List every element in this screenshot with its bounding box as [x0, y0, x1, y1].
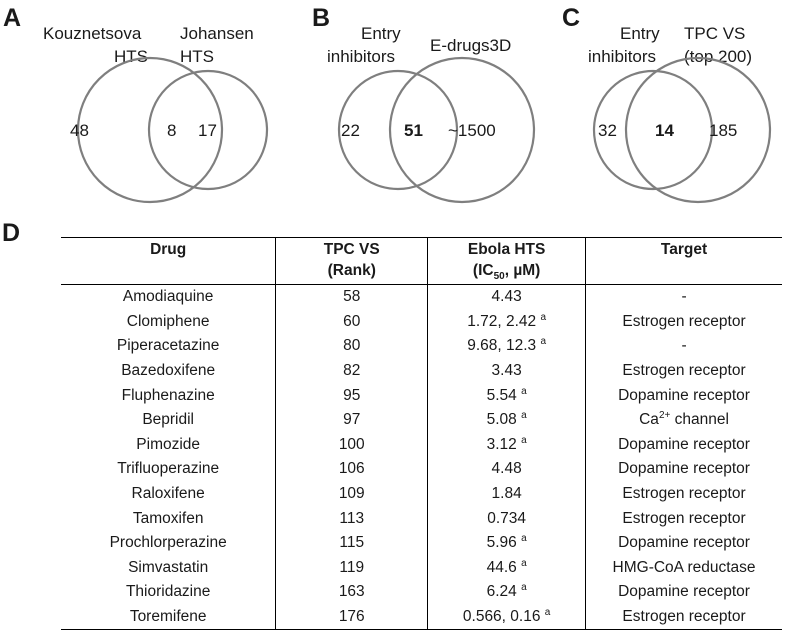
target-cell: Estrogen receptor	[586, 359, 782, 384]
ic50-value: 5.96	[486, 534, 517, 552]
footnote-marker: a	[521, 434, 527, 446]
ic50-value: 5.54	[486, 386, 517, 404]
rank-cell: 106	[276, 457, 428, 482]
target-cell: -	[586, 285, 782, 310]
rank-cell: 163	[276, 580, 428, 605]
table-row	[61, 334, 782, 359]
table-row	[61, 310, 782, 335]
ic50-cell	[428, 285, 586, 310]
ic50-value: 5.08	[486, 411, 517, 429]
ic50-value: 4.43	[491, 288, 522, 306]
rank-cell: 115	[276, 531, 428, 556]
venn-diagrams	[0, 0, 790, 230]
drug-name-cell: Pimozide	[136, 435, 201, 453]
count-a-overlap: 8	[167, 121, 177, 140]
drug-name-cell: Raloxifene	[131, 485, 205, 503]
count-b-overlap: 51	[404, 121, 423, 140]
header-drug	[61, 238, 276, 285]
ic50-cell	[428, 383, 586, 408]
drug-name-cell: Thioridazine	[125, 583, 211, 601]
target-cell: Estrogen receptor	[586, 506, 782, 531]
footnote-marker: a	[544, 606, 551, 618]
drug-name-cell: Amodiaquine	[122, 288, 214, 306]
drug-name-cell: Prochlorperazine	[109, 534, 227, 552]
drug-name-cell: Piperacetazine	[116, 337, 220, 355]
table-row	[61, 605, 782, 630]
ic50-cell	[428, 433, 586, 458]
header-ic50-line1: Ebola HTS	[467, 241, 546, 258]
drug-name-cell: Toremifene	[129, 608, 207, 626]
footnote-marker: a	[521, 557, 527, 569]
footnote-marker: a	[540, 311, 547, 323]
ic50-cell	[428, 334, 586, 359]
set-label-edrugs3d: E-drugs3D	[430, 36, 512, 55]
set-label-kouznetsova-hts: HTS	[114, 47, 148, 66]
ic50-cell	[428, 482, 586, 507]
venn-panel-b	[312, 4, 534, 202]
ic50-value: 0.734	[487, 509, 527, 527]
target-cell: Dopamine receptor	[586, 580, 782, 605]
ic50-cell	[428, 580, 586, 605]
venn-panel-c	[562, 4, 770, 202]
panel-letter-d: D	[2, 219, 21, 247]
ic50-cell	[428, 457, 586, 482]
table-row	[61, 482, 782, 507]
set-label-entry: Entry	[361, 24, 401, 43]
rank-cell: 109	[276, 482, 428, 507]
header-drug-label: Drug	[150, 241, 187, 258]
drug-name-cell: Simvastatin	[128, 558, 209, 576]
target-cell: Dopamine receptor	[586, 531, 782, 556]
ic50-value: 0.566, 0.16	[462, 608, 541, 626]
ic50-cell	[428, 556, 586, 581]
table-row	[61, 433, 782, 458]
rank-cell: 97	[276, 408, 428, 433]
ic50-value: 44.6	[486, 558, 517, 576]
table-body	[61, 285, 782, 630]
ic50-value: 9.68, 12.3	[467, 337, 537, 355]
target-superscript: 2+	[658, 410, 671, 422]
set-label-tpc-vs: TPC VS	[684, 24, 746, 43]
rank-cell: 100	[276, 433, 428, 458]
header-rank	[276, 238, 428, 285]
set-label-inhibitors: inhibitors	[327, 47, 396, 66]
ic50-cell	[428, 310, 586, 335]
target-cell: Dopamine receptor	[586, 383, 782, 408]
footnote-marker: a	[521, 533, 527, 545]
header-target	[586, 238, 782, 285]
target-cell	[586, 408, 782, 433]
set-label-johansen: Johansen	[180, 24, 254, 43]
target-cell: Dopamine receptor	[586, 433, 782, 458]
set-label-c-inhibitors: inhibitors	[588, 47, 657, 66]
rank-cell: 119	[276, 556, 428, 581]
header-ic50-suffix: , µM)	[504, 262, 541, 279]
count-a-left-only: 48	[70, 121, 89, 140]
rank-cell: 60	[276, 310, 428, 335]
drug-name-cell: Trifluoperazine	[117, 460, 220, 478]
header-ic50	[428, 238, 586, 285]
footnote-marker: a	[521, 410, 527, 422]
table-row	[61, 457, 782, 482]
target-cell: Estrogen receptor	[586, 482, 782, 507]
target-base: Ca	[639, 411, 659, 429]
set-label-kouznetsova: Kouznetsova	[43, 24, 142, 43]
count-c-right-only: 185	[709, 121, 738, 140]
ic50-value: 3.43	[491, 362, 522, 380]
table-row	[61, 383, 782, 408]
footnote-marker: a	[540, 336, 547, 348]
rank-cell: 80	[276, 334, 428, 359]
ic50-value: 1.84	[491, 485, 522, 503]
rank-cell: 113	[276, 506, 428, 531]
header-ic50-prefix: (IC	[472, 262, 494, 279]
header-ic50-subscript: 50	[493, 271, 505, 283]
table-row	[61, 408, 782, 433]
count-a-right-only: 17	[198, 121, 217, 140]
ic50-cell	[428, 506, 586, 531]
table-row	[61, 531, 782, 556]
table-row	[61, 506, 782, 531]
ic50-value: 4.48	[491, 460, 522, 478]
ic50-value: 1.72, 2.42	[467, 312, 537, 330]
venn-panel-a	[3, 4, 267, 202]
target-cell: -	[586, 334, 782, 359]
panel-letter-b: B	[312, 4, 331, 32]
table-row	[61, 359, 782, 384]
target-cell: HMG-CoA reductase	[586, 556, 782, 581]
count-c-left-only: 32	[598, 121, 617, 140]
ic50-cell	[428, 359, 586, 384]
ic50-value: 3.12	[486, 435, 517, 453]
drug-table	[61, 237, 782, 630]
panel-letter-a: A	[3, 4, 22, 32]
rank-cell: 82	[276, 359, 428, 384]
set-label-johansen-hts: HTS	[180, 47, 214, 66]
set-label-top-200: (top 200)	[684, 47, 753, 66]
table-row	[61, 556, 782, 581]
table-header-row	[61, 238, 782, 285]
drug-name-cell: Tamoxifen	[132, 509, 204, 527]
venn-circle-tpc-vs	[626, 58, 770, 202]
target-cell: Dopamine receptor	[586, 457, 782, 482]
rank-cell: 95	[276, 383, 428, 408]
ic50-cell	[428, 531, 586, 556]
header-target-label: Target	[660, 241, 708, 258]
header-rank-line2: (Rank)	[327, 262, 376, 279]
target-rest: channel	[670, 411, 729, 429]
drug-name-cell: Clomiphene	[126, 312, 210, 330]
table-row	[61, 285, 782, 310]
table-row	[61, 580, 782, 605]
target-cell: Estrogen receptor	[586, 310, 782, 335]
drug-name-cell: Fluphenazine	[121, 386, 215, 404]
rank-cell: 176	[276, 605, 428, 630]
ic50-cell	[428, 605, 586, 630]
ic50-cell	[428, 408, 586, 433]
count-b-right-only: ~1500	[448, 121, 496, 140]
panel-letter-c: C	[562, 4, 581, 32]
target-cell: Estrogen receptor	[586, 605, 782, 630]
ic50-value: 6.24	[486, 583, 517, 601]
footnote-marker: a	[521, 385, 527, 397]
count-b-left-only: 22	[341, 121, 360, 140]
header-rank-line1: TPC VS	[323, 241, 380, 258]
drug-name-cell: Bepridil	[142, 411, 195, 429]
drug-name-cell: Bazedoxifene	[121, 362, 216, 380]
footnote-marker: a	[521, 582, 527, 594]
rank-cell: 58	[276, 285, 428, 310]
set-label-c-entry: Entry	[620, 24, 660, 43]
count-c-overlap: 14	[655, 121, 674, 140]
